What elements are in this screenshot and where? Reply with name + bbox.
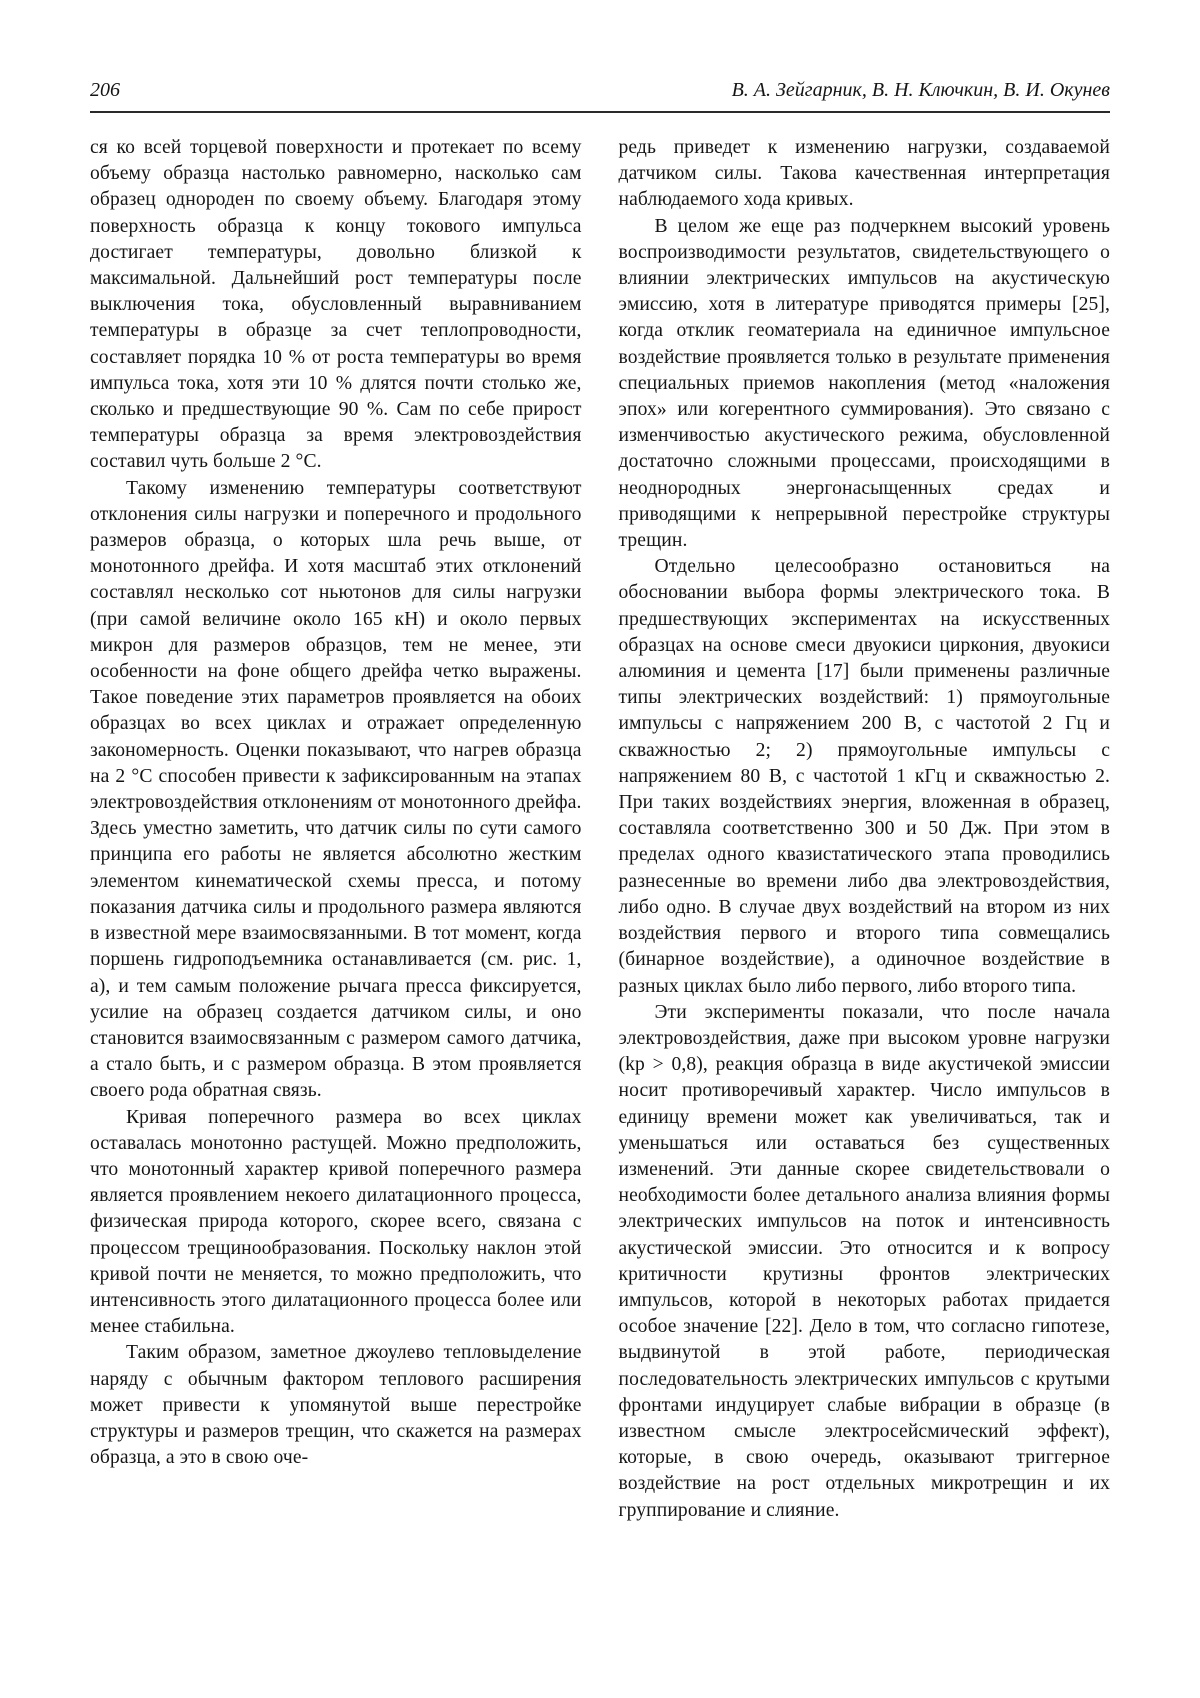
paragraph: В целом же еще раз подчеркнем высокий уровень воспроизводимости результатов, свидетельствующего о влиянии электрических импульсов на акустическую эмиссию, хотя в литературе приводятся примеры [25], когда отклик геоматериала на единичное импульсное воздействие проявляется только в результате применения специальных приемов накопления (метод «наложения эпох» или когерентного суммирования). Это связано с изменчивостью акустического режима, обусловленной достаточно сложными процессами, происходящими в неоднородных энергонасыщенных средах и приводящими к непрерывной перестройке структуры трещин. xyxy=(618,215,1110,552)
paragraph: Эти эксперименты показали, что после начала электровоздействия, даже при высоком уровне нагрузки (kр > 0,8), реакция образца в виде акустичекой эмиссии носит противоречивый характер. Число импульсов в единицу времени может как увеличиваться, так и уменьшаться или оставаться без существенных изменений. Эти данные скорее свидетельствовали о необходимости более детального анализа влияния формы электрических импульсов на поток и интенсивность акустической эмиссии. Это относится и к вопросу критичности крутизны фронтов электрических импульсов, которой в некоторых работах придается особое значение [22]. Дело в том, что согласно гипотезе, выдвинутой в этой работе, периодическая последовательность электрических импульсов с крутыми фронтами индуцирует слабые вибрации в образце (в известном смысле электросейсмический эффект), которые, в свою очередь, оказывают триггерное воздействие на рост отдельных микротрещин и их группирование и слияние. xyxy=(618,1001,1110,1521)
paragraph: Таким образом, заметное джоулево тепловыделение наряду с обычным фактором теплового расширения может привести к упомянутой выше перестройке структуры и размеров трещин, что скажется на размерах образца, а это в свою оче- xyxy=(90,1342,582,1469)
page-number: 206 xyxy=(90,79,120,101)
paragraph: Кривая поперечного размера во всех циклах оставалась монотонно растущей. Можно предположить, что монотонный характер кривой поперечного размера является проявлением некоего дилатационного процесса, физическая природа которого, скорее всего, связана с процессом трещинообразования. Поскольку наклон этой кривой почти не меняется, то можно предположить, что интенсивность этого дилатационного процесса более или менее стабильна. xyxy=(90,1106,582,1338)
paragraph: редь приведет к изменению нагрузки, создаваемой датчиком силы. Такова качественная интерпретация наблюдаемого хода кривых. xyxy=(618,137,1110,211)
header-divider xyxy=(90,111,1110,113)
paragraph: ся ко всей торцевой поверхности и протекает по всему объему образца настолько равномерно, насколько сам образец однороден по своему объему. Благодаря этому поверхность образца к концу токового импульса достигает температуры, довольно близкой к максимальной. Дальнейший рост температуры после выключения тока, обусловленный выравниванием температуры в образце за счет теплопроводности, составляет порядка 10 % от роста температуры во время импульса тока, хотя эти 10 % длятся почти столько же, сколько и предшествующие 90 %. Сам по себе прирост температуры образца за время электровоздействия составил чуть больше 2 °С. xyxy=(90,137,582,473)
paragraph: Такому изменению температуры соответствуют отклонения силы нагрузки и поперечного и продольного размеров образца, о которых шла речь выше, от монотонного дрейфа. И хотя масштаб этих отклонений составлял несколько сот ньютонов для силы нагрузки (при самой величине около 165 кН) и около первых микрон для размеров образцов, тем не менее, эти особенности на фоне общего дрейфа четко выражены. Такое поведение этих параметров проявляется на обоих образцах во всех циклах и отражает определенную закономерность. Оценки показывают, что нагрев образца на 2 °С способен привести к зафиксированным на этапах электровоздействия отклонениям от монотонного дрейфа. Здесь уместно заметить, что датчик силы по сути самого принципа его работы не является абсолютно жестким элементом кинематической схемы пресса, и потому показания датчика силы и продольного размера являются в известной мере взаимосвязанными. В тот момент, когда поршень гидроподъемника останавливается (см. рис. 1, а), и тем самым положение рычага пресса фиксируется, усилие на образец создается датчиком силы, и оно становится взаимосвязанным с размером самого датчика, а стало быть, и с размером образца. В этом проявляется своего рода обратная связь. xyxy=(90,477,582,1102)
running-head xyxy=(90,78,1110,102)
text-columns xyxy=(90,135,1110,1524)
right-column xyxy=(619,135,1111,1524)
left-column xyxy=(90,135,582,1524)
authors-line: В. А. Зейгарник, В. Н. Ключкин, В. И. Окунев xyxy=(731,79,1110,101)
paragraph: Отдельно целесообразно остановиться на обосновании выбора формы электрического тока. В предшествующих экспериментах на искусственных образцах на основе смеси двуокиси циркония, двуокиси алюминия и цемента [17] были применены различные типы электрических воздействий: 1) прямоугольные импульсы с напряжением 200 В, с частотой 2 Гц и скважностью 2; 2) прямоугольные импульсы с напряжением 80 В, с частотой 1 кГц и скважностью 2. При таких воздействиях энергия, вложенная в образец, составляла соответственно 300 и 50 Дж. При этом в пределах одного квазистатического этапа проводились разнесенные во времени либо два электровоздействия, либо одно. В случае двух воздействий на втором из них воздействия первого и второго типа совмещались (бинарное воздействие), а одиночное воздействие в разных циклах было либо первого, либо второго типа. xyxy=(618,556,1110,997)
